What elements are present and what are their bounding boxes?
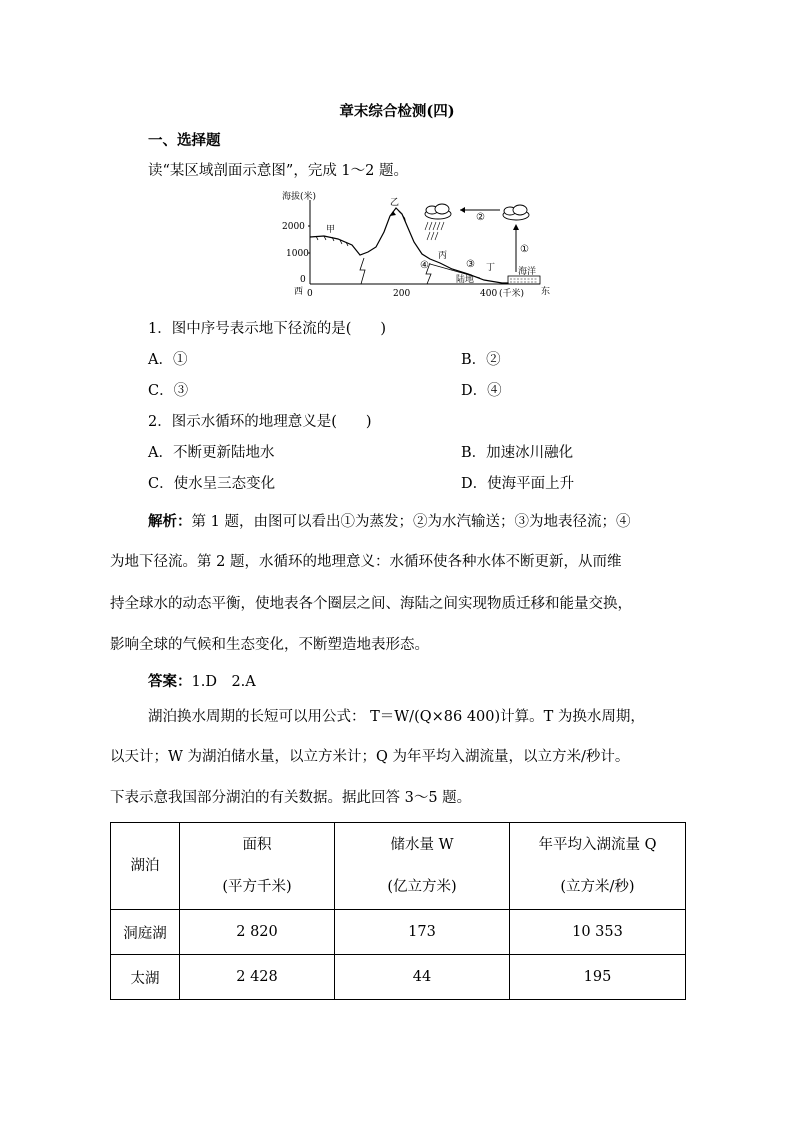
answer-label: 答案： (148, 673, 192, 690)
question-2-option-b: B．加速冰川融化 (461, 445, 574, 461)
table-header-row (111, 823, 686, 910)
question-2-stem: 2．图示水循环的地理意义是( ) (148, 414, 372, 430)
y-tick-0: 0 (300, 275, 306, 285)
west-label: 西 (294, 287, 304, 297)
question-2-option-d: D．使海平面上升 (461, 476, 575, 492)
table-row (111, 910, 686, 955)
table-cell: 2 428 (180, 955, 335, 1000)
question-1-stem: 1．图中序号表示地下径流的是( ) (148, 321, 387, 337)
header-unit: (立方米/秒) (560, 879, 635, 895)
table-cell: 2 820 (180, 910, 335, 955)
fault-line (360, 258, 365, 284)
ocean-area (508, 276, 540, 284)
passage-line-1: 湖泊换水周期的长短可以用公式： T＝W/(Q×86 400)计算。T 为换水周期， (148, 709, 645, 725)
arrow-head (513, 224, 519, 230)
ocean-label: 海洋 (518, 267, 537, 277)
y-axis-label: 海拔(米) (282, 192, 317, 202)
x-axis-unit: (千米) (499, 289, 525, 299)
analysis-line-3: 持全球水的动态平衡，使地表各个圈层之间、海陆之间实现物质迁移和能量交换， (110, 596, 632, 612)
cloud-icon (503, 205, 529, 220)
question-1-option-b: B．② (461, 352, 501, 368)
cloud-icon (425, 204, 451, 219)
header-text: 面积 (242, 837, 272, 853)
intro-text: 读“某区域剖面示意图”，完成 1～2 题。 (148, 163, 408, 179)
table-cell: 洞庭湖 (111, 910, 180, 955)
passage-line-3: 下表示意我国部分湖泊的有关数据。据此回答 3～5 题。 (110, 790, 472, 806)
table-cell: 10 353 (510, 910, 686, 955)
analysis-line-1 (148, 510, 630, 531)
rain-lines (425, 222, 444, 240)
place-bing: 丙 (438, 251, 448, 261)
header-text: 湖泊 (130, 858, 160, 874)
header-cell-storage (335, 823, 510, 910)
x-tick-200: 200 (393, 289, 411, 299)
place-yi: 乙 (390, 198, 400, 208)
lake-data-table (110, 822, 686, 1000)
analysis-line-4: 影响全球的气候和生态变化，不断塑造地表形态。 (110, 637, 429, 653)
table-cell: 44 (335, 955, 510, 1000)
table-cell: 173 (335, 910, 510, 955)
marker-2: ② (476, 212, 485, 223)
analysis-line-2: 为地下径流。第 2 题，水循环的地理意义：水循环使各种水体不断更新，从而维 (110, 554, 622, 570)
question-2-option-a: A．不断更新陆地水 (148, 445, 275, 461)
header-cell-inflow (510, 823, 686, 910)
analysis-text-1: 第 1 题，由图可以看出①为蒸发；②为水汽输送；③为地表径流；④ (191, 514, 631, 530)
profile-diagram (280, 188, 560, 306)
table-cell: 195 (510, 955, 686, 1000)
answer-value: 1.D 2.A (191, 674, 256, 690)
question-1-option-a: A．① (148, 352, 188, 368)
marker-1: ① (520, 244, 529, 255)
table-row (111, 955, 686, 1000)
header-cell-area (180, 823, 335, 910)
table-cell: 太湖 (111, 955, 180, 1000)
header-unit: (亿立方米) (387, 879, 457, 895)
y-tick-2000: 2000 (282, 222, 305, 232)
header-cell-lake (111, 823, 180, 910)
question-1-option-d: D．④ (461, 383, 502, 399)
answer-line (148, 670, 256, 691)
land-label: 陆地 (456, 275, 475, 285)
analysis-label: 解析： (148, 513, 192, 530)
header-text: 年平均入湖流量 Q (538, 837, 657, 853)
page-title: 章末综合检测(四) (339, 103, 455, 120)
section-heading: 一、选择题 (148, 132, 221, 149)
x-tick-400: 400 (480, 289, 498, 299)
x-tick-0: 0 (307, 289, 313, 299)
marker-3: ③ (466, 259, 475, 270)
marker-4: ④ (420, 260, 429, 271)
passage-line-2: 以天计；W 为湖泊储水量，以立方米计；Q 为年平均入湖流量，以立方米/秒计。 (110, 749, 630, 765)
place-jia: 甲 (326, 225, 336, 235)
question-1-option-c: C．③ (148, 383, 189, 399)
place-ding: 丁 (486, 263, 496, 273)
arrow-head (460, 207, 465, 213)
header-unit: (平方千米) (222, 879, 292, 895)
ocean-waves (510, 279, 538, 282)
question-2-option-c: C．使水呈三态变化 (148, 476, 276, 492)
y-tick-1000: 1000 (286, 249, 309, 259)
east-label: 东 (541, 287, 551, 297)
header-text: 储水量 W (390, 837, 454, 853)
